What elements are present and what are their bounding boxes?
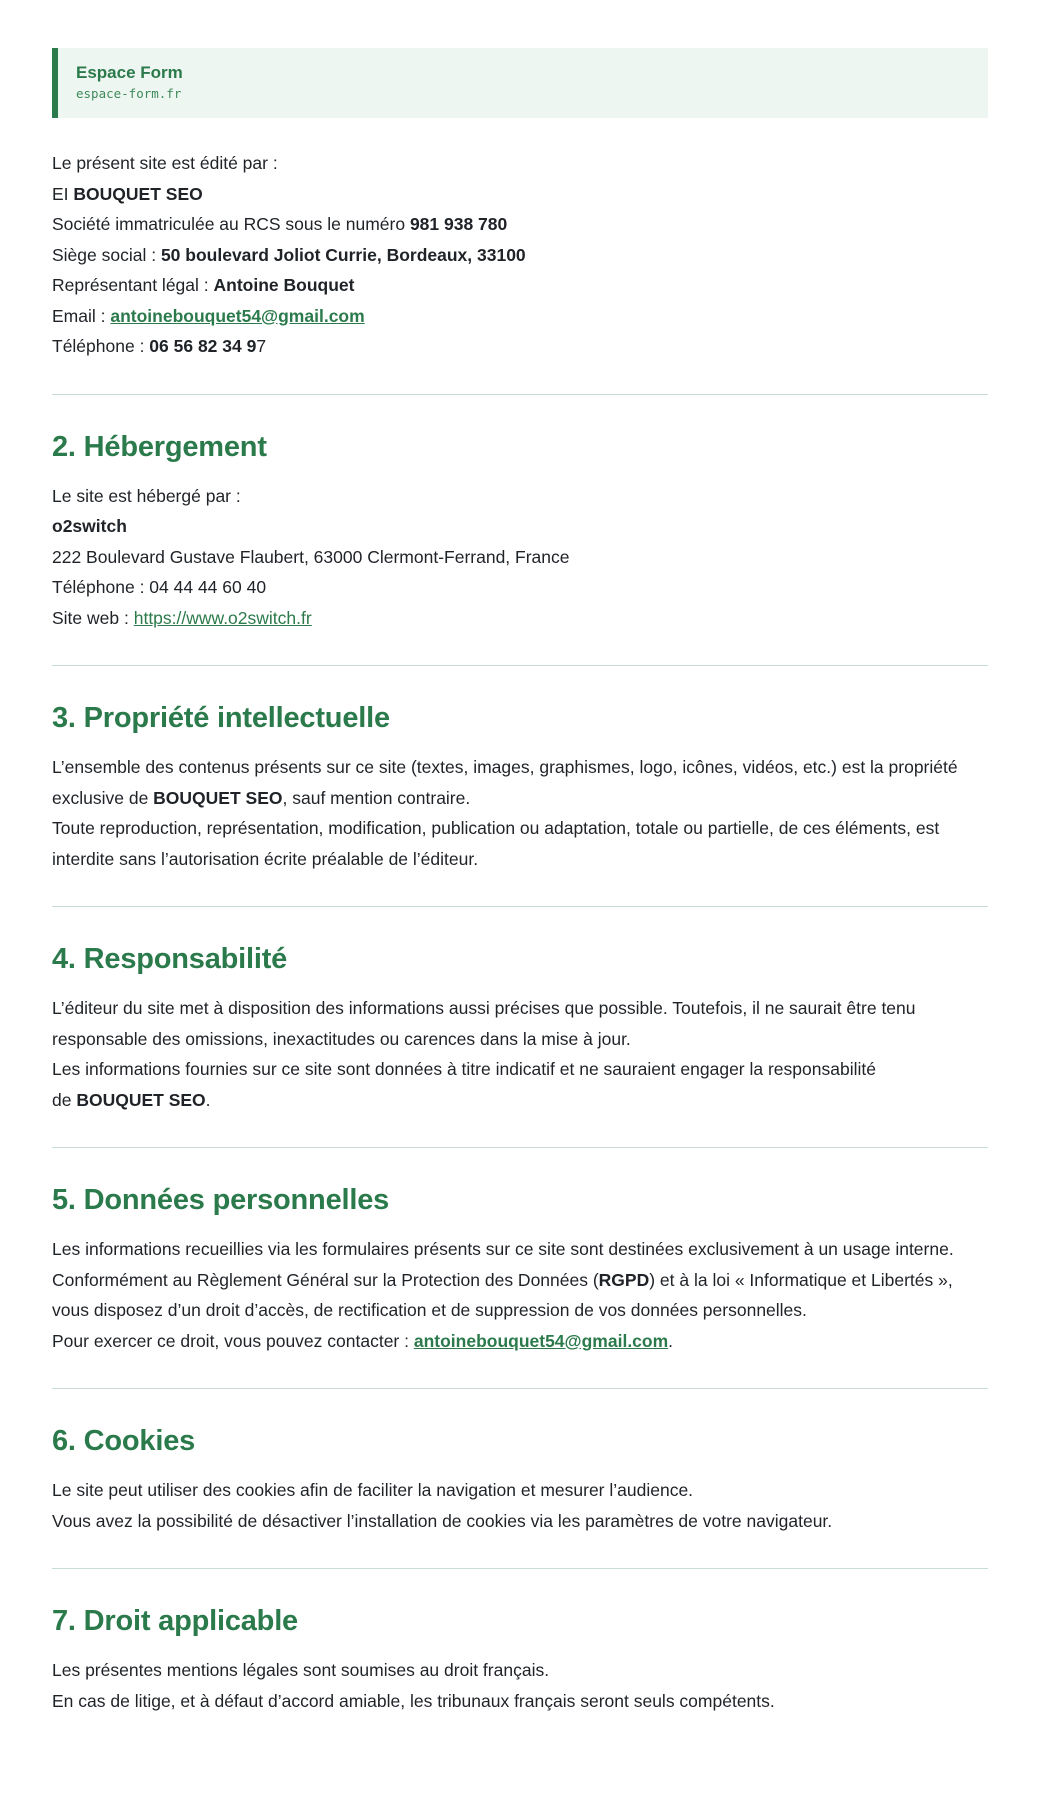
editor-phone-label: Téléphone : <box>52 336 150 356</box>
cookies-title: 6. Cookies <box>52 1425 196 1457</box>
privacy-line-3: vous disposez d’un droit d’accès, de rectification et de suppression de vos données personnelles. <box>52 1300 807 1320</box>
editor-seat <box>52 240 988 271</box>
editor-phone-rest: 7 <box>256 336 267 356</box>
privacy-line-4 <box>52 1326 988 1357</box>
privacy-title: 5. Données personnelles <box>52 1184 390 1216</box>
ip-line-3: Toute reproduction, représentation, modification, publication ou adaptation, totale ou partielle, de ces éléments, est <box>52 818 940 838</box>
privacy-email-link[interactable]: antoinebouquet54@gmail.com <box>413 1330 669 1351</box>
cookies-line-1: Le site peut utiliser des cookies afin de faciliter la navigation et mesurer l’audience. <box>52 1480 694 1500</box>
privacy-line-2-bold: RGPD <box>598 1269 650 1290</box>
hosting-name-text: o2switch <box>52 516 127 536</box>
editor-phone-bold: 06 56 82 34 9 <box>149 336 257 356</box>
ip-line-2-c: , sauf mention contraire. <box>282 787 471 808</box>
divider <box>52 1568 988 1569</box>
liability-line-4-bold: BOUQUET SEO <box>76 1089 206 1110</box>
law-line-2: En cas de litige, et à défaut d’accord amiable, les tribunaux français seront seuls compétents. <box>52 1690 775 1711</box>
editor-email-label: Email : <box>52 305 111 326</box>
hosting-web-label: Site web : <box>52 607 134 628</box>
hosting-address: 222 Boulevard Gustave Flaubert, 63000 Clermont-Ferrand, France <box>52 546 570 567</box>
editor-email-link[interactable]: antoinebouquet54@gmail.com <box>110 305 365 326</box>
editor-intro: Le présent site est édité par : <box>52 153 278 173</box>
editor-email <box>52 301 988 332</box>
liability-line-4-a: de <box>52 1089 77 1110</box>
editor-rep-value: Antoine Bouquet <box>213 275 355 295</box>
editor-representative <box>52 270 988 301</box>
divider <box>52 394 988 395</box>
editor-entity-prefix: EI <box>52 183 74 204</box>
editor-rcs-number: 981 938 780 <box>409 214 508 234</box>
privacy-line-1: Les informations recueillies via les formulaires présents sur ce site sont destinées exclusivement à un usage interne. <box>52 1239 954 1259</box>
ip-line-2 <box>52 783 988 814</box>
liability-line-3: Les informations fournies sur ce site sont données à titre indicatif et ne sauraient engager la responsabilité <box>52 1059 876 1079</box>
hosting-title: 2. Hébergement <box>52 430 267 463</box>
law-title: 7. Droit applicable <box>52 1605 298 1637</box>
liability-line-4-c: . <box>205 1089 211 1110</box>
divider <box>52 906 988 907</box>
editor-rep-label: Représentant légal : <box>52 275 214 295</box>
cookies-section <box>52 1423 988 1536</box>
site-name: Espace Form <box>76 63 183 82</box>
ip-line-2-bold: BOUQUET SEO <box>153 787 283 808</box>
ip-title: 3. Propriété intellectuelle <box>52 702 390 734</box>
hosting-section <box>52 429 988 634</box>
divider <box>52 1388 988 1389</box>
ip-section <box>52 700 988 874</box>
editor-section <box>52 148 988 362</box>
ip-line-4: interdite sans l’autorisation écrite préalable de l’éditeur. <box>52 848 479 869</box>
editor-entity <box>52 179 988 210</box>
editor-rcs <box>52 209 988 240</box>
divider <box>52 1147 988 1148</box>
privacy-section <box>52 1182 988 1356</box>
law-line-1: Les présentes mentions légales sont soumises au droit français. <box>52 1660 550 1680</box>
privacy-line-4-a: Pour exercer ce droit, vous pouvez contacter : <box>52 1330 414 1351</box>
hosting-intro: Le site est hébergé par : <box>52 485 241 506</box>
privacy-line-2 <box>52 1265 988 1296</box>
privacy-line-4-b: . <box>668 1330 674 1351</box>
liability-line-4 <box>52 1085 988 1116</box>
hosting-web-link[interactable]: https://www.o2switch.fr <box>133 607 312 628</box>
liability-title: 4. Responsabilité <box>52 943 288 975</box>
privacy-line-2-a: Conformément au Règlement Général sur la Protection des Données ( <box>52 1269 599 1290</box>
hosting-phone: Téléphone : 04 44 44 60 40 <box>52 577 267 597</box>
liability-section <box>52 941 988 1115</box>
editor-rcs-label: Société immatriculée au RCS sous le numéro <box>52 214 410 234</box>
hosting-web <box>52 603 988 634</box>
editor-entity-name: BOUQUET SEO <box>73 183 203 204</box>
editor-phone <box>52 331 988 362</box>
liability-line-2: responsable des omissions, inexactitudes ou carences dans la mise à jour. <box>52 1028 631 1049</box>
hosting-name <box>52 511 988 542</box>
editor-seat-label: Siège social : <box>52 244 161 265</box>
divider <box>52 665 988 666</box>
privacy-line-2-b: ) et à la loi « Informatique et Libertés », <box>649 1269 953 1290</box>
editor-seat-value: 50 boulevard Joliot Currie, Bordeaux, 33100 <box>160 244 526 265</box>
cookies-line-2: Vous avez la possibilité de désactiver l’installation de cookies via les paramètres de votre navigateur. <box>52 1510 833 1531</box>
liability-line-1: L’éditeur du site met à disposition des informations aussi précises que possible. Toutefois, il ne saurait être tenu <box>52 998 916 1018</box>
ip-line-1: L’ensemble des contenus présents sur ce site (textes, images, graphismes, logo, icônes, vidéos, etc.) est la propriété <box>52 757 958 777</box>
site-domain: espace-form.fr <box>76 86 182 101</box>
ip-line-2-a: exclusive de <box>52 787 154 808</box>
site-card <box>52 48 988 118</box>
law-section <box>52 1603 988 1716</box>
